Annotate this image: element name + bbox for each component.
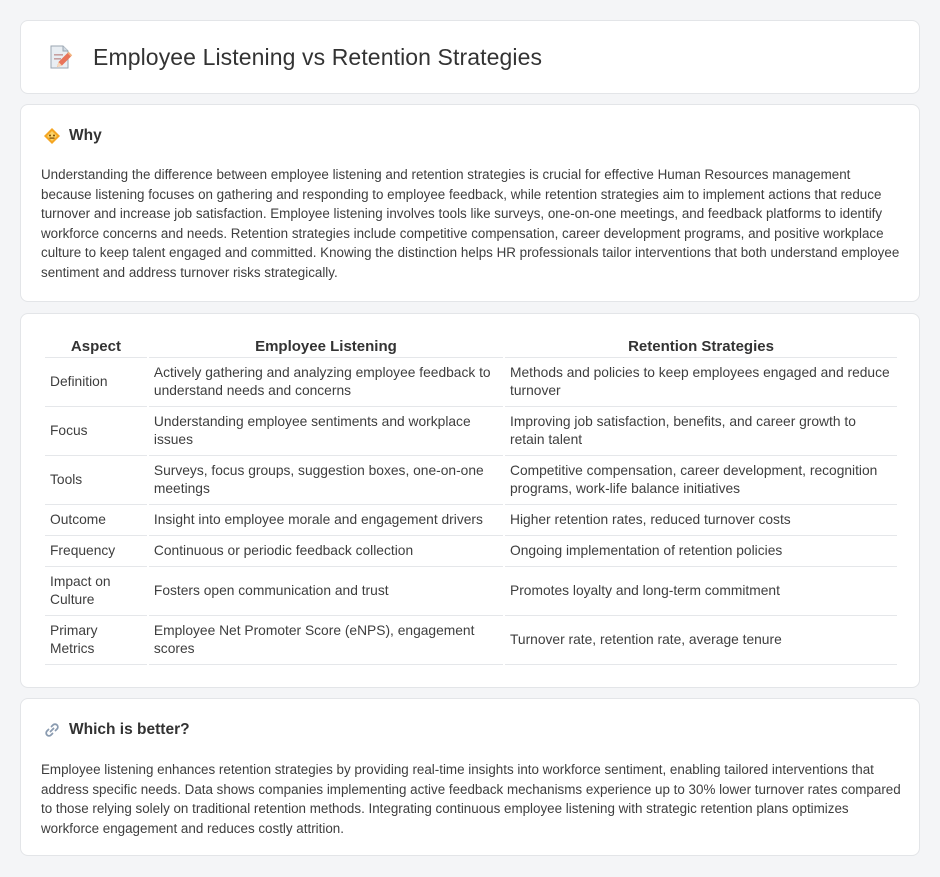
cell-retention: Promotes loyalty and long-term commitment xyxy=(505,567,897,616)
cell-listening: Insight into employee morale and engagement drivers xyxy=(149,505,503,536)
cell-retention: Ongoing implementation of retention policies xyxy=(505,536,897,567)
table-row xyxy=(45,567,897,616)
cell-aspect: Outcome xyxy=(45,505,147,536)
cell-listening: Actively gathering and analyzing employee feedback to understand needs and concerns xyxy=(149,358,503,407)
title-card xyxy=(20,20,920,94)
page-title: Employee Listening vs Retention Strategies xyxy=(93,43,543,70)
header-retention-strategies: Retention Strategies xyxy=(505,336,897,358)
table-row xyxy=(45,616,897,665)
lightbulb-icon xyxy=(43,127,61,145)
title-row xyxy=(47,43,542,71)
table-row xyxy=(45,407,897,456)
cell-retention: Competitive compensation, career development, recognition programs, work-life balance initiatives xyxy=(505,456,897,505)
which-better-card xyxy=(20,698,920,856)
link-icon xyxy=(43,721,61,739)
cell-aspect: Frequency xyxy=(45,536,147,567)
better-heading: Which is better? xyxy=(69,721,190,738)
table-header-row xyxy=(45,336,897,358)
table-row xyxy=(45,536,897,567)
cell-aspect: Tools xyxy=(45,456,147,505)
cell-retention: Higher retention rates, reduced turnover costs xyxy=(505,505,897,536)
why-heading: Why xyxy=(69,127,102,144)
better-heading-row xyxy=(43,721,190,739)
cell-listening: Surveys, focus groups, suggestion boxes, one-on-one meetings xyxy=(149,456,503,505)
better-paragraph: Employee listening enhances retention strategies by providing real-time insights into workforce sentiment, enabling tailored interventions that address specific needs. Data shows companies implementing active feedback mechanisms experience up to 30% lower turnover rates compared to those relying solely on traditional retention methods. Integrating continuous employee listening with strategic retention plans optimizes workforce engagement and reduces costly attrition. xyxy=(41,762,901,836)
cell-retention: Methods and policies to keep employees engaged and reduce turnover xyxy=(505,358,897,407)
table-row xyxy=(45,358,897,407)
why-heading-row xyxy=(43,127,102,145)
document-pencil-icon xyxy=(47,43,73,71)
header-employee-listening: Employee Listening xyxy=(149,336,503,358)
cell-listening: Fosters open communication and trust xyxy=(149,567,503,616)
cell-listening: Continuous or periodic feedback collection xyxy=(149,536,503,567)
cell-listening: Employee Net Promoter Score (eNPS), engagement scores xyxy=(149,616,503,665)
table-row xyxy=(45,456,897,505)
cell-aspect: Focus xyxy=(45,407,147,456)
cell-aspect: Impact on Culture xyxy=(45,567,147,616)
cell-retention: Improving job satisfaction, benefits, and career growth to retain talent xyxy=(505,407,897,456)
cell-aspect: Primary Metrics xyxy=(45,616,147,665)
cell-retention: Turnover rate, retention rate, average tenure xyxy=(505,616,897,665)
cell-listening: Understanding employee sentiments and workplace issues xyxy=(149,407,503,456)
table-row xyxy=(45,505,897,536)
cell-aspect: Definition xyxy=(45,358,147,407)
comparison-card xyxy=(20,313,920,688)
comparison-table xyxy=(43,336,899,665)
why-paragraph: Understanding the difference between employee listening and retention strategies is crucial for effective Human Resources management because listening focuses on gathering and responding to employee feedback, while retention strategies aim to implement actions that reduce turnover and increase job satisfaction. Employee listening involves tools like surveys, one-on-one meetings, and feedback platforms to identify workforce concerns and needs. Retention strategies include competitive compensation, career development programs, and positive workplace culture to keep talent engaged and committed. Knowing the distinction helps HR professionals tailor interventions that both understand employee sentiment and address turnover risks strategically. xyxy=(41,167,900,280)
why-card xyxy=(20,104,920,302)
header-aspect: Aspect xyxy=(45,336,147,358)
